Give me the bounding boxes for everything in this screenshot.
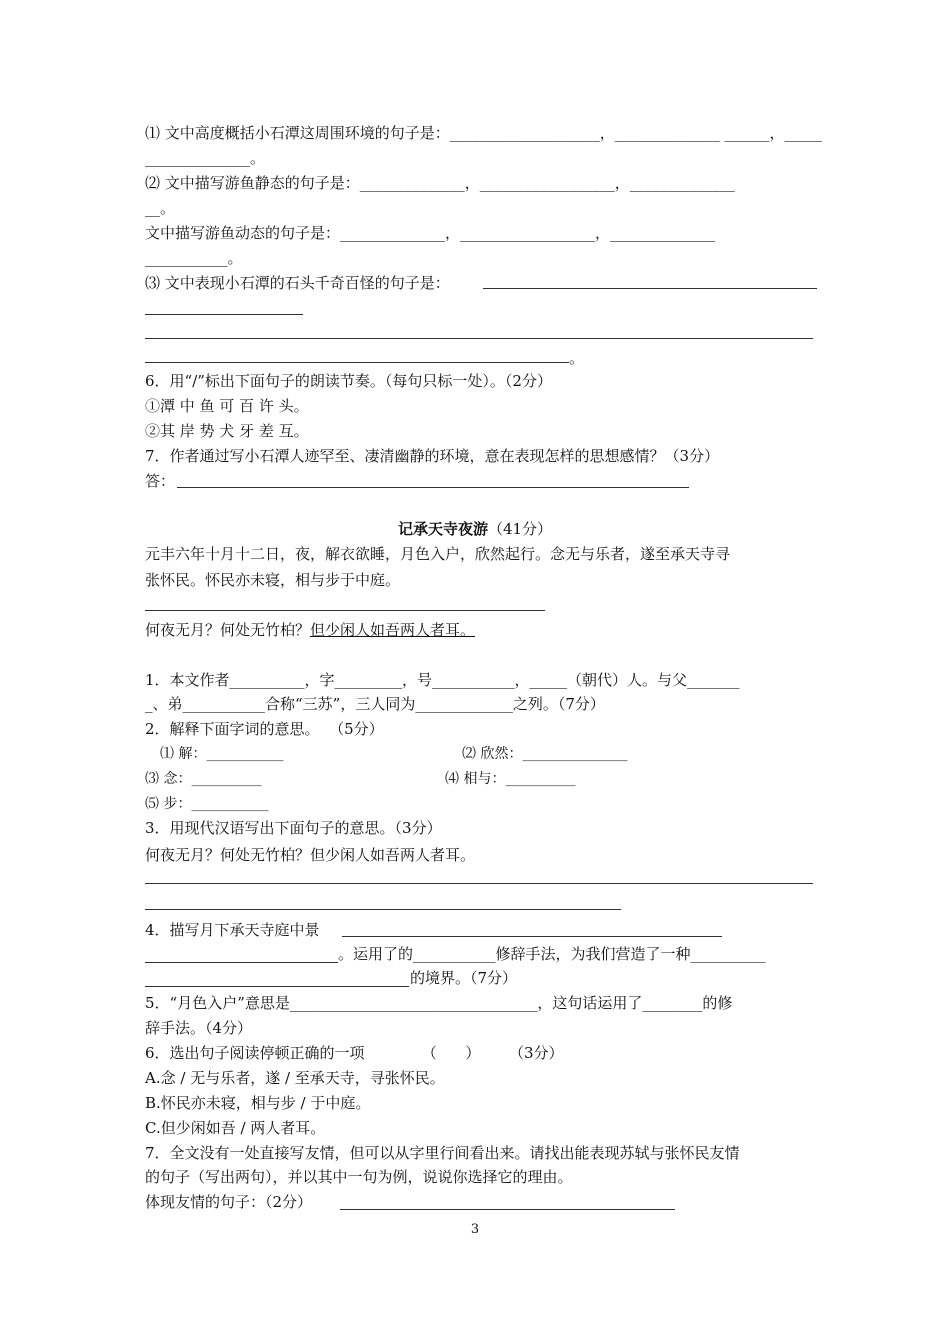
answer-line[interactable] bbox=[177, 487, 689, 488]
p2-q4: 4．描写月下承天寺庭中景 bbox=[145, 921, 320, 939]
p2-q7-prompt: 体现友情的句子：（2分） bbox=[145, 1193, 313, 1211]
answer-line[interactable] bbox=[483, 288, 817, 289]
passage-line-3 bbox=[145, 620, 475, 640]
p2-q4-end: 的境界。（7分） bbox=[410, 969, 518, 987]
p2-q2-item-2: ⑵ 欣然：_______________ bbox=[462, 746, 628, 762]
passage-line-2: 张怀民。怀民亦未寝，相与步于中庭。 bbox=[145, 571, 401, 589]
p2-q2: 2．解释下面字词的意思。 （5分） bbox=[145, 720, 384, 738]
answer-line[interactable] bbox=[340, 1209, 675, 1210]
answer-line[interactable] bbox=[145, 314, 303, 315]
q7-question: 7．作者通过写小石潭人迹罕至、凄清幽静的环境，意在表现怎样的思想感情？（3分） bbox=[145, 447, 720, 465]
q5-end: 。 bbox=[569, 349, 585, 367]
answer-line[interactable] bbox=[145, 909, 621, 910]
p2-q2-item-1: ⑴ 解：___________ bbox=[160, 746, 284, 762]
passage-line-1: 元丰六年十月十二日，夜，解衣欲睡，月色入户，欣然起行。念无与乐者，遂至承天寺寻 bbox=[145, 545, 731, 563]
section-title-text: 记承天寺夜游 bbox=[397, 520, 488, 538]
q5-3: ⑶ 文中表现小石潭的石头千奇百怪的句子是： bbox=[145, 274, 450, 292]
section-title bbox=[0, 518, 950, 539]
q5-2: ⑵ 文中描写游鱼静态的句子是：______________，__________________，______________ bbox=[145, 174, 735, 192]
answer-line[interactable] bbox=[145, 962, 338, 963]
p2-q2-item-3: ⑶ 念：__________ bbox=[145, 771, 262, 787]
p2-q3-text: 何夜无月？何处无竹柏？但少闲人如吾两人者耳。 bbox=[145, 846, 476, 864]
q5-2-cont: __。 bbox=[145, 199, 176, 217]
q5-2b-cont: ___________。 bbox=[145, 249, 243, 267]
page-number: 3 bbox=[470, 1222, 480, 1237]
section-score: （41分） bbox=[487, 520, 553, 538]
p2-q5-cont: 辞手法。（4分） bbox=[145, 1019, 253, 1037]
q6-sentence-1: ①潭 中 鱼 可 百 许 头。 bbox=[145, 397, 309, 415]
q5-1: ⑴ 文中高度概括小石潭这周围环境的句子是：____________________，______________ ______，_____ bbox=[145, 124, 823, 142]
p2-q7-cont: 的句子（写出两句），并以其中一句为例，说说你选择它的理由。 bbox=[145, 1168, 573, 1186]
q6-instruction: 6．用“/”标出下面句子的朗读节奏。（每句只标一处）。（2分） bbox=[145, 372, 552, 390]
q7-answer-label: 答： bbox=[145, 472, 176, 490]
passage-line-3a: 何夜无月？何处无竹柏？ bbox=[145, 621, 311, 639]
answer-line[interactable] bbox=[342, 936, 722, 937]
answer-line[interactable] bbox=[145, 362, 569, 363]
p2-q6-option-b: B.怀民亦未寝，相与步 / 于中庭。 bbox=[145, 1094, 371, 1112]
p2-q2-item-5: ⑸ 步：___________ bbox=[145, 796, 269, 812]
p2-q6-option-c: C.但少闲如吾 / 两人者耳。 bbox=[145, 1119, 326, 1137]
p2-q7: 7．全文没有一处直接写友情，但可以从字里行间看出来。请找出能表现苏轼与张怀民友情 bbox=[145, 1144, 740, 1162]
passage-line-3b: 但少闲人如吾两人者耳。 bbox=[310, 621, 476, 639]
passage-divider bbox=[145, 610, 545, 611]
p2-q1-cont: _、弟___________合称“三苏”，三人同为_____________之列。（7分） bbox=[145, 695, 605, 713]
p2-q2-item-4: ⑷ 相与：__________ bbox=[445, 771, 576, 787]
q5-1-cont: ______________。 bbox=[145, 149, 266, 167]
p2-q4-cont: 。运用了的___________修辞手法，为我们营造了一种__________ bbox=[338, 945, 766, 963]
q5-2b: 文中描写游鱼动态的句子是：______________，__________________，______________ bbox=[145, 224, 716, 242]
q6-sentence-2: ②其 岸 势 犬 牙 差 互。 bbox=[145, 422, 309, 440]
p2-q5: 5．“月色入户”意思是_________________________________，这句话运用了________的修 bbox=[145, 994, 733, 1012]
p2-q6: 6．选出句子阅读停顿正确的一项 （ ） （3分） bbox=[145, 1044, 564, 1062]
p2-q3: 3．用现代汉语写出下面句子的意思。（3分） bbox=[145, 819, 442, 837]
answer-line[interactable] bbox=[145, 338, 813, 339]
answer-line[interactable] bbox=[145, 986, 409, 987]
answer-line[interactable] bbox=[145, 883, 813, 884]
p2-q6-option-a: A.念 / 无与乐者，遂 / 至承天寺，寻张怀民。 bbox=[145, 1069, 445, 1087]
p2-q1: 1．本文作者__________，字_________，号___________，_____（朝代）人。与父_______ bbox=[145, 671, 740, 689]
